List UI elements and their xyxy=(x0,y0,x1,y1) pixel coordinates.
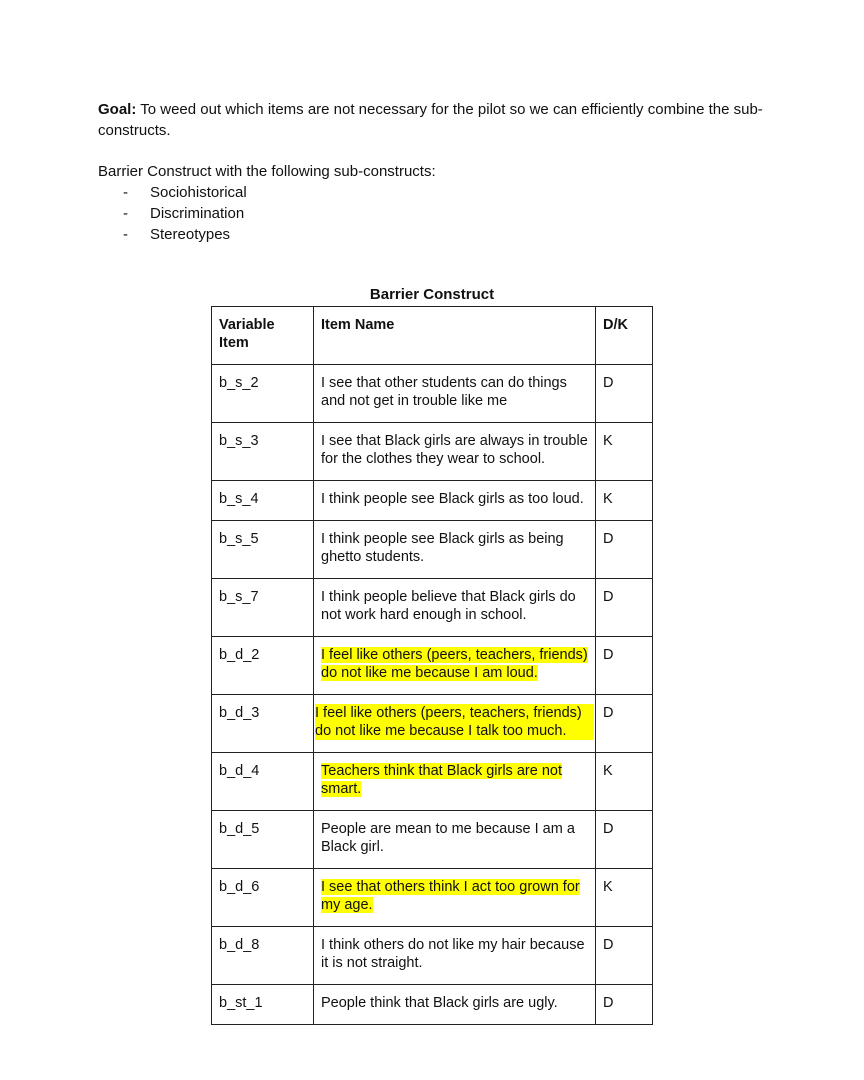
dk-cell: D xyxy=(596,927,653,985)
item-cell: I see that Black girls are always in trouble for the clothes they wear to school. xyxy=(314,423,596,481)
dk-cell: D xyxy=(596,365,653,423)
table-row xyxy=(212,753,653,811)
variable-cell: b_d_3 xyxy=(212,695,314,753)
item-cell xyxy=(314,753,596,811)
list-bullet: - xyxy=(123,226,128,243)
barrier-construct-table xyxy=(211,306,653,1025)
variable-cell: b_st_1 xyxy=(212,985,314,1025)
dk-cell: D xyxy=(596,637,653,695)
variable-cell: b_s_4 xyxy=(212,481,314,521)
variable-cell: b_d_5 xyxy=(212,811,314,869)
table-row xyxy=(212,423,653,481)
subconstruct-label: Discrimination xyxy=(150,205,245,222)
variable-cell: b_d_4 xyxy=(212,753,314,811)
dk-cell: D xyxy=(596,579,653,637)
table-row xyxy=(212,927,653,985)
item-cell xyxy=(314,637,596,695)
highlighted-item-text: Teachers think that Black girls are not smart. xyxy=(321,763,562,797)
variable-cell: b_d_6 xyxy=(212,869,314,927)
dk-cell: K xyxy=(596,423,653,481)
item-cell: I think people see Black girls as too loud. xyxy=(314,481,596,521)
table-row xyxy=(212,985,653,1025)
list-bullet: - xyxy=(123,184,128,201)
item-cell xyxy=(314,869,596,927)
goal-statement xyxy=(98,99,778,141)
variable-cell: b_s_5 xyxy=(212,521,314,579)
table-row xyxy=(212,481,653,521)
table-row xyxy=(212,695,653,753)
variable-cell: b_s_2 xyxy=(212,365,314,423)
highlighted-item-text: I see that others think I act too grown for my age. xyxy=(321,879,580,913)
variable-cell: b_d_8 xyxy=(212,927,314,985)
highlighted-item-text: I feel like others (peers, teachers, friends) do not like me because I talk too much. xyxy=(315,704,594,740)
intro-text: Barrier Construct with the following sub-constructs: xyxy=(98,163,436,180)
item-cell: People think that Black girls are ugly. xyxy=(314,985,596,1025)
list-item xyxy=(98,182,247,203)
item-cell: I see that other students can do things and not get in trouble like me xyxy=(314,365,596,423)
table-row xyxy=(212,869,653,927)
item-cell: I think people see Black girls as being ghetto students. xyxy=(314,521,596,579)
table-row xyxy=(212,637,653,695)
item-cell: People are mean to me because I am a Black girl. xyxy=(314,811,596,869)
table-row xyxy=(212,579,653,637)
table-caption: Barrier Construct xyxy=(369,286,495,303)
goal-text: To weed out which items are not necessary for the pilot so we can efficiently combine the sub-constructs. xyxy=(98,101,763,139)
item-cell: I think people believe that Black girls do not work hard enough in school. xyxy=(314,579,596,637)
dk-cell: K xyxy=(596,481,653,521)
subconstruct-list xyxy=(98,182,247,245)
dk-cell: D xyxy=(596,521,653,579)
dk-cell: K xyxy=(596,869,653,927)
header-variable-item: Variable Item xyxy=(212,307,314,365)
table-row xyxy=(212,365,653,423)
dk-cell: D xyxy=(596,695,653,753)
highlighted-item-text: I feel like others (peers, teachers, friends) do not like me because I am loud. xyxy=(321,647,588,681)
subconstruct-label: Stereotypes xyxy=(150,226,231,243)
dk-cell: D xyxy=(596,811,653,869)
list-item xyxy=(98,203,247,224)
item-cell xyxy=(314,695,596,753)
item-cell: I think others do not like my hair because it is not straight. xyxy=(314,927,596,985)
header-item-name: Item Name xyxy=(314,307,596,365)
dk-cell: D xyxy=(596,985,653,1025)
list-bullet: - xyxy=(123,205,128,222)
goal-label: Goal: xyxy=(98,101,137,118)
table-row xyxy=(212,811,653,869)
table-row xyxy=(212,521,653,579)
variable-cell: b_s_7 xyxy=(212,579,314,637)
variable-cell: b_s_3 xyxy=(212,423,314,481)
variable-cell: b_d_2 xyxy=(212,637,314,695)
list-item xyxy=(98,224,247,245)
table-header-row xyxy=(212,307,653,365)
header-dk: D/K xyxy=(596,307,653,365)
dk-cell: K xyxy=(596,753,653,811)
subconstruct-label: Sociohistorical xyxy=(150,184,247,201)
